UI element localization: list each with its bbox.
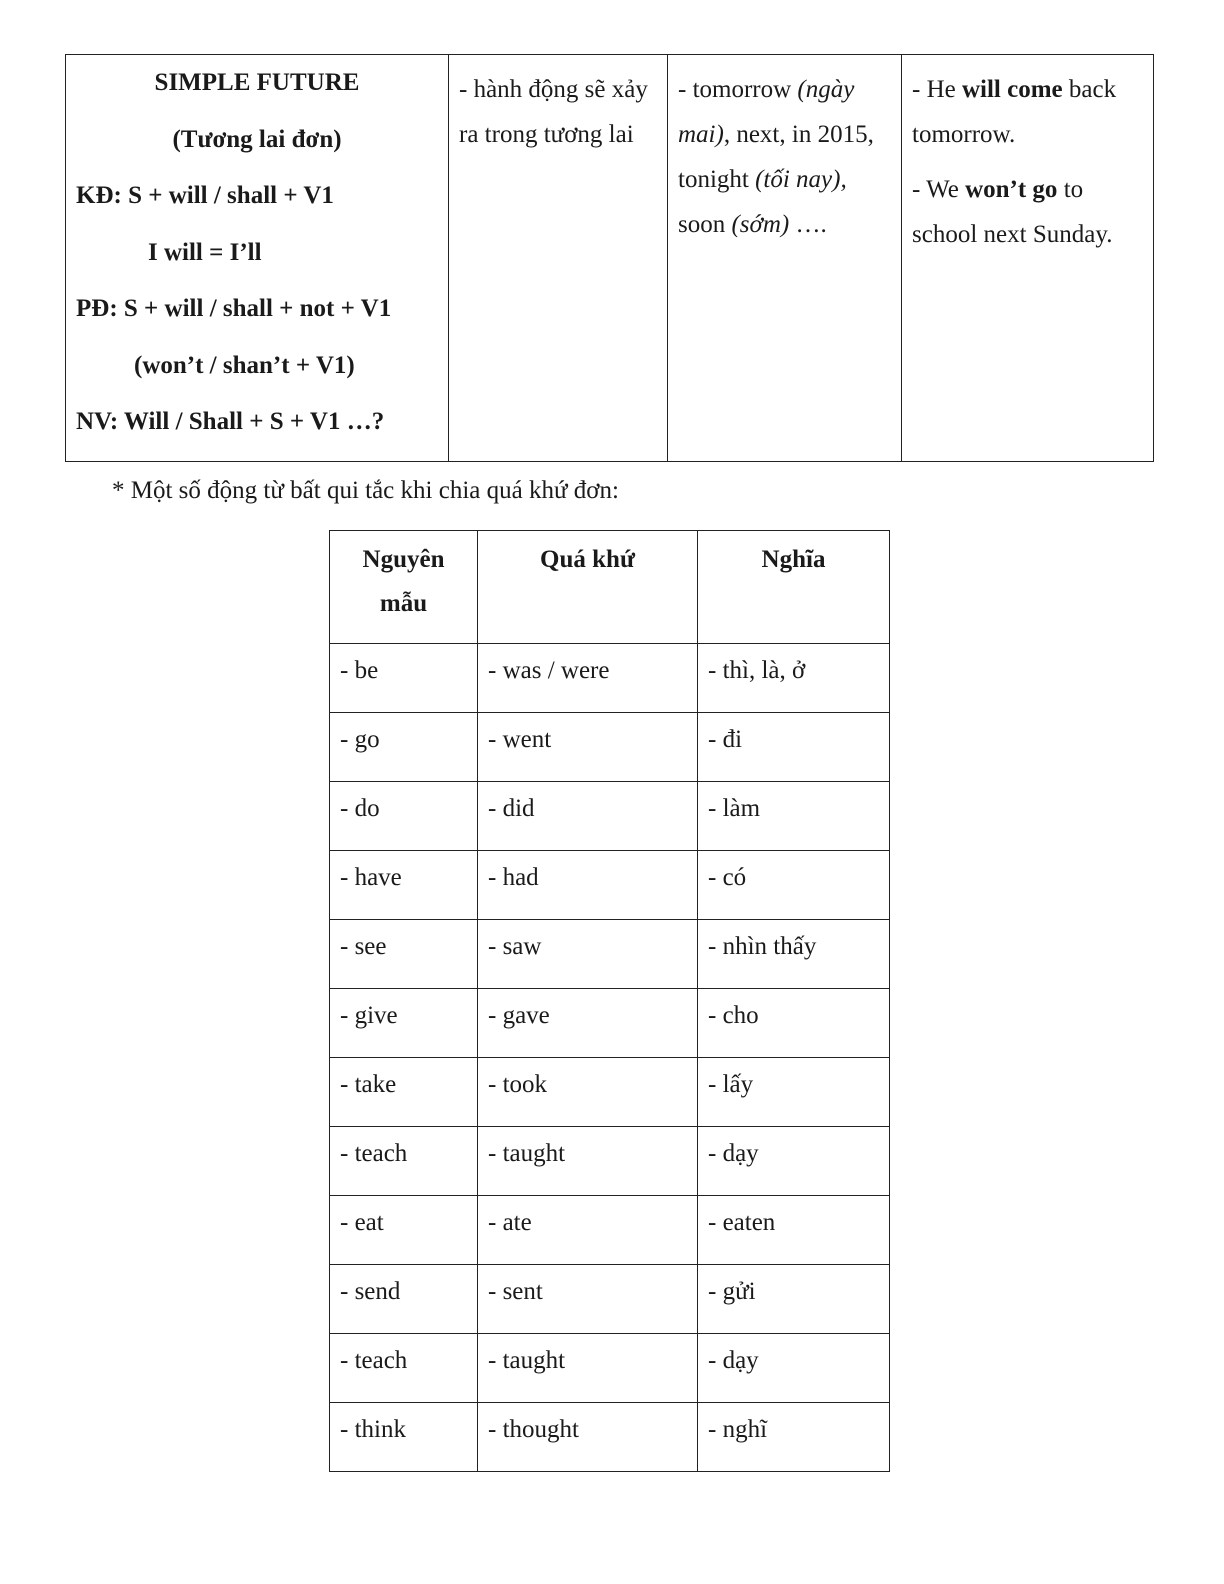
verb-past: - ate bbox=[478, 1196, 698, 1265]
table-row bbox=[330, 1403, 890, 1472]
signal-text: - tomorrow bbox=[678, 76, 798, 103]
verb-base: - think bbox=[330, 1403, 478, 1472]
verb-meaning: - gửi bbox=[698, 1265, 890, 1334]
table-row bbox=[330, 713, 890, 782]
verb-past: - taught bbox=[478, 1334, 698, 1403]
verb-past: - went bbox=[478, 713, 698, 782]
verb-base: - take bbox=[330, 1058, 478, 1127]
signal-text: …. bbox=[789, 211, 827, 238]
table-row bbox=[330, 1334, 890, 1403]
verb-meaning: - cho bbox=[698, 989, 890, 1058]
table-row bbox=[330, 989, 890, 1058]
tense-row bbox=[66, 55, 1154, 462]
example-text: - We bbox=[912, 176, 966, 203]
signal-text: soon bbox=[678, 211, 732, 238]
verb-base: - have bbox=[330, 851, 478, 920]
signal-gloss: (ngày mai) bbox=[678, 76, 855, 148]
verb-meaning: - làm bbox=[698, 782, 890, 851]
verb-base: - send bbox=[330, 1265, 478, 1334]
tense-usage-cell bbox=[449, 55, 668, 462]
verb-past: - was / were bbox=[478, 644, 698, 713]
verb-table-body bbox=[330, 644, 890, 1472]
verb-meaning: - dạy bbox=[698, 1334, 890, 1403]
table-row bbox=[330, 1196, 890, 1265]
example-text: - He bbox=[912, 76, 962, 103]
tense-table bbox=[65, 54, 1154, 462]
question-form: NV: Will / Shall + S + V1 …? bbox=[76, 408, 385, 435]
contraction-form: I will = I’ll bbox=[148, 238, 262, 266]
tense-examples-cell bbox=[902, 55, 1154, 462]
verb-base: - eat bbox=[330, 1196, 478, 1265]
verb-past: - saw bbox=[478, 920, 698, 989]
verb-past: - had bbox=[478, 851, 698, 920]
example-verb: will come bbox=[961, 76, 1063, 103]
verb-base: - see bbox=[330, 920, 478, 989]
tense-title: SIMPLE FUTURE bbox=[154, 69, 360, 96]
verb-past: - taught bbox=[478, 1127, 698, 1196]
negative-short-form: (won’t / shan’t + V1) bbox=[134, 351, 355, 379]
verb-base: - be bbox=[330, 644, 478, 713]
irregular-verb-table bbox=[329, 530, 890, 1472]
table-row bbox=[330, 782, 890, 851]
verb-meaning: - nghĩ bbox=[698, 1403, 890, 1472]
table-row bbox=[330, 1265, 890, 1334]
verb-past: - did bbox=[478, 782, 698, 851]
signal-gloss: (tối nay), bbox=[755, 166, 847, 193]
verb-meaning: - thì, là, ở bbox=[698, 644, 890, 713]
tense-subtitle: (Tương lai đơn) bbox=[172, 125, 342, 153]
verb-meaning: - dạy bbox=[698, 1127, 890, 1196]
tense-signals-cell bbox=[668, 55, 902, 462]
affirmative-form: KĐ: S + will / shall + V1 bbox=[76, 182, 334, 209]
verb-table-header bbox=[330, 531, 890, 644]
verb-base: - go bbox=[330, 713, 478, 782]
table-row bbox=[330, 1058, 890, 1127]
verb-past: - sent bbox=[478, 1265, 698, 1334]
verb-meaning: - có bbox=[698, 851, 890, 920]
header-base-form: Nguyên mẫu bbox=[330, 531, 478, 644]
example-text: back tomorrow. bbox=[912, 76, 1117, 148]
table-row bbox=[330, 644, 890, 713]
example-sentence bbox=[912, 67, 1143, 157]
verb-base: - give bbox=[330, 989, 478, 1058]
negative-form: PĐ: S + will / shall + not + V1 bbox=[76, 295, 392, 322]
verb-past: - took bbox=[478, 1058, 698, 1127]
verb-meaning: - nhìn thấy bbox=[698, 920, 890, 989]
header-meaning: Nghĩa bbox=[698, 531, 890, 644]
table-row bbox=[330, 851, 890, 920]
table-row bbox=[330, 1127, 890, 1196]
example-verb: won’t go bbox=[965, 176, 1058, 203]
example-sentence bbox=[912, 167, 1143, 257]
signal-text: , next, in 2015, tonight bbox=[678, 121, 874, 193]
signal-gloss: (sớm) bbox=[731, 211, 790, 238]
example-text: to school next Sunday. bbox=[912, 176, 1113, 248]
irregular-verbs-note: * Một số động từ bất qui tắc khi chia quá khứ đơn: bbox=[112, 477, 619, 504]
tense-usage: - hành động sẽ xảy ra trong tương lai bbox=[459, 76, 648, 148]
verb-base: - teach bbox=[330, 1127, 478, 1196]
tense-form-cell bbox=[66, 55, 449, 462]
verb-base: - teach bbox=[330, 1334, 478, 1403]
verb-past: - thought bbox=[478, 1403, 698, 1472]
table-row bbox=[330, 920, 890, 989]
verb-base: - do bbox=[330, 782, 478, 851]
verb-past: - gave bbox=[478, 989, 698, 1058]
header-past-form: Quá khứ bbox=[478, 531, 698, 644]
verb-meaning: - đi bbox=[698, 713, 890, 782]
verb-meaning: - eaten bbox=[698, 1196, 890, 1265]
verb-meaning: - lấy bbox=[698, 1058, 890, 1127]
